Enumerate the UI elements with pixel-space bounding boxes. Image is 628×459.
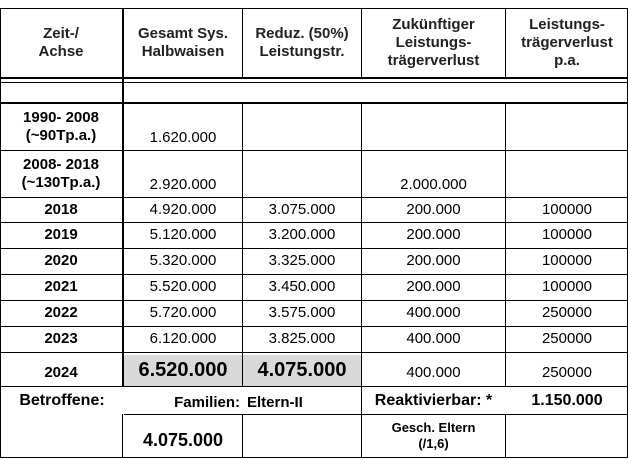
cell-zuk: 400.000: [406, 364, 461, 381]
row-label: 2019: [44, 226, 78, 243]
reaktivierbar-label: Reaktivierbar: *: [374, 392, 493, 410]
row-label: 2020: [44, 252, 78, 269]
cell-pa: 100000: [541, 226, 593, 243]
grid-line: [0, 197, 628, 198]
grid-line: [361, 102, 362, 458]
row-label: 2008- 2018 (~130Tp.a.): [21, 156, 101, 191]
cell-pa: 250000: [541, 304, 593, 321]
cell-reduz-highlight: 4.075.000: [257, 359, 347, 381]
grid-line: [0, 326, 628, 327]
cell-gesamt: 2.920.000: [149, 176, 217, 193]
familien-label: Familien:: [174, 394, 240, 411]
cell-pa: 250000: [541, 364, 593, 381]
cell-gesamt: 5.120.000: [149, 226, 217, 243]
cell-zuk: 400.000: [406, 304, 461, 321]
header-achse: Zeit-/ Achse: [38, 25, 84, 60]
cell-gesamt: 1.620.000: [149, 129, 217, 146]
grid-line: [0, 300, 628, 301]
betroffene-label: Betroffene:: [19, 392, 105, 410]
cell-reduz: 3.825.000: [268, 330, 336, 347]
eltern-value: 4.075.000: [142, 430, 224, 451]
grid-line: [124, 414, 628, 415]
cell-pa: 100000: [541, 252, 593, 269]
cell-zuk: 200.000: [406, 252, 461, 269]
cell-zuk: 200.000: [406, 278, 461, 295]
cell-reduz: 3.325.000: [268, 252, 336, 269]
grid-line: [0, 386, 628, 387]
grid-line: [0, 102, 628, 104]
reaktivierbar-value: 1.150.000: [531, 392, 603, 410]
cell-pa: 100000: [541, 278, 593, 295]
grid-line: [361, 8, 362, 78]
grid-line: [0, 222, 628, 223]
cell-gesamt: 6.120.000: [149, 330, 217, 347]
header-zukuenftig: Zukünftiger Leistungs- trägerverlust: [387, 16, 480, 69]
gesch-eltern-label: Gesch. Eltern (/1,6): [391, 420, 476, 451]
grid-line: [0, 150, 628, 151]
cell-reduz: 3.575.000: [268, 304, 336, 321]
grid-line: [0, 8, 1, 458]
row-label: 2023: [44, 330, 78, 347]
grid-line: [0, 274, 628, 275]
cell-zuk: 200.000: [406, 201, 461, 218]
grid-line: [0, 82, 628, 83]
cell-zuk: 200.000: [406, 226, 461, 243]
grid-line: [0, 457, 628, 458]
grid-line: [242, 8, 243, 78]
grid-line: [0, 352, 628, 353]
row-label: 2018: [44, 201, 78, 218]
row-label: 2021: [44, 278, 78, 295]
cell-zuk: 400.000: [406, 330, 461, 347]
grid-line: [242, 102, 243, 386]
cell-reduz: 3.200.000: [268, 226, 336, 243]
grid-line: [0, 8, 628, 9]
grid-line: [0, 77, 628, 79]
header-pa: Leistungs- trägerverlust p.a.: [521, 16, 613, 69]
cell-gesamt: 5.320.000: [149, 252, 217, 269]
cell-gesamt-highlight: 6.520.000: [138, 359, 228, 381]
grid-line: [0, 248, 628, 249]
grid-line: [122, 8, 124, 386]
row-label: 1990- 2008 (~90Tp.a.): [23, 109, 99, 144]
row-label: 2022: [44, 304, 78, 321]
cell-gesamt: 5.720.000: [149, 304, 217, 321]
row-label: 2024: [44, 364, 78, 381]
cell-reduz: 3.075.000: [268, 201, 336, 218]
cell-reduz: 3.450.000: [268, 278, 336, 295]
eltern-label: Eltern-II: [247, 394, 303, 411]
cell-zuk: 2.000.000: [400, 176, 467, 193]
header-gesamt: Gesamt Sys. Halbwaisen: [137, 25, 229, 60]
grid-line: [505, 102, 506, 386]
cell-gesamt: 4.920.000: [149, 201, 217, 218]
cell-pa: 100000: [541, 201, 593, 218]
grid-line: [505, 8, 506, 78]
cell-pa: 250000: [541, 330, 593, 347]
grid-line: [505, 414, 506, 458]
grid-line: [242, 414, 243, 458]
cell-gesamt: 5.520.000: [149, 278, 217, 295]
grid-line: [122, 414, 123, 458]
header-reduz: Reduz. (50%) Leistungstr.: [255, 25, 349, 60]
